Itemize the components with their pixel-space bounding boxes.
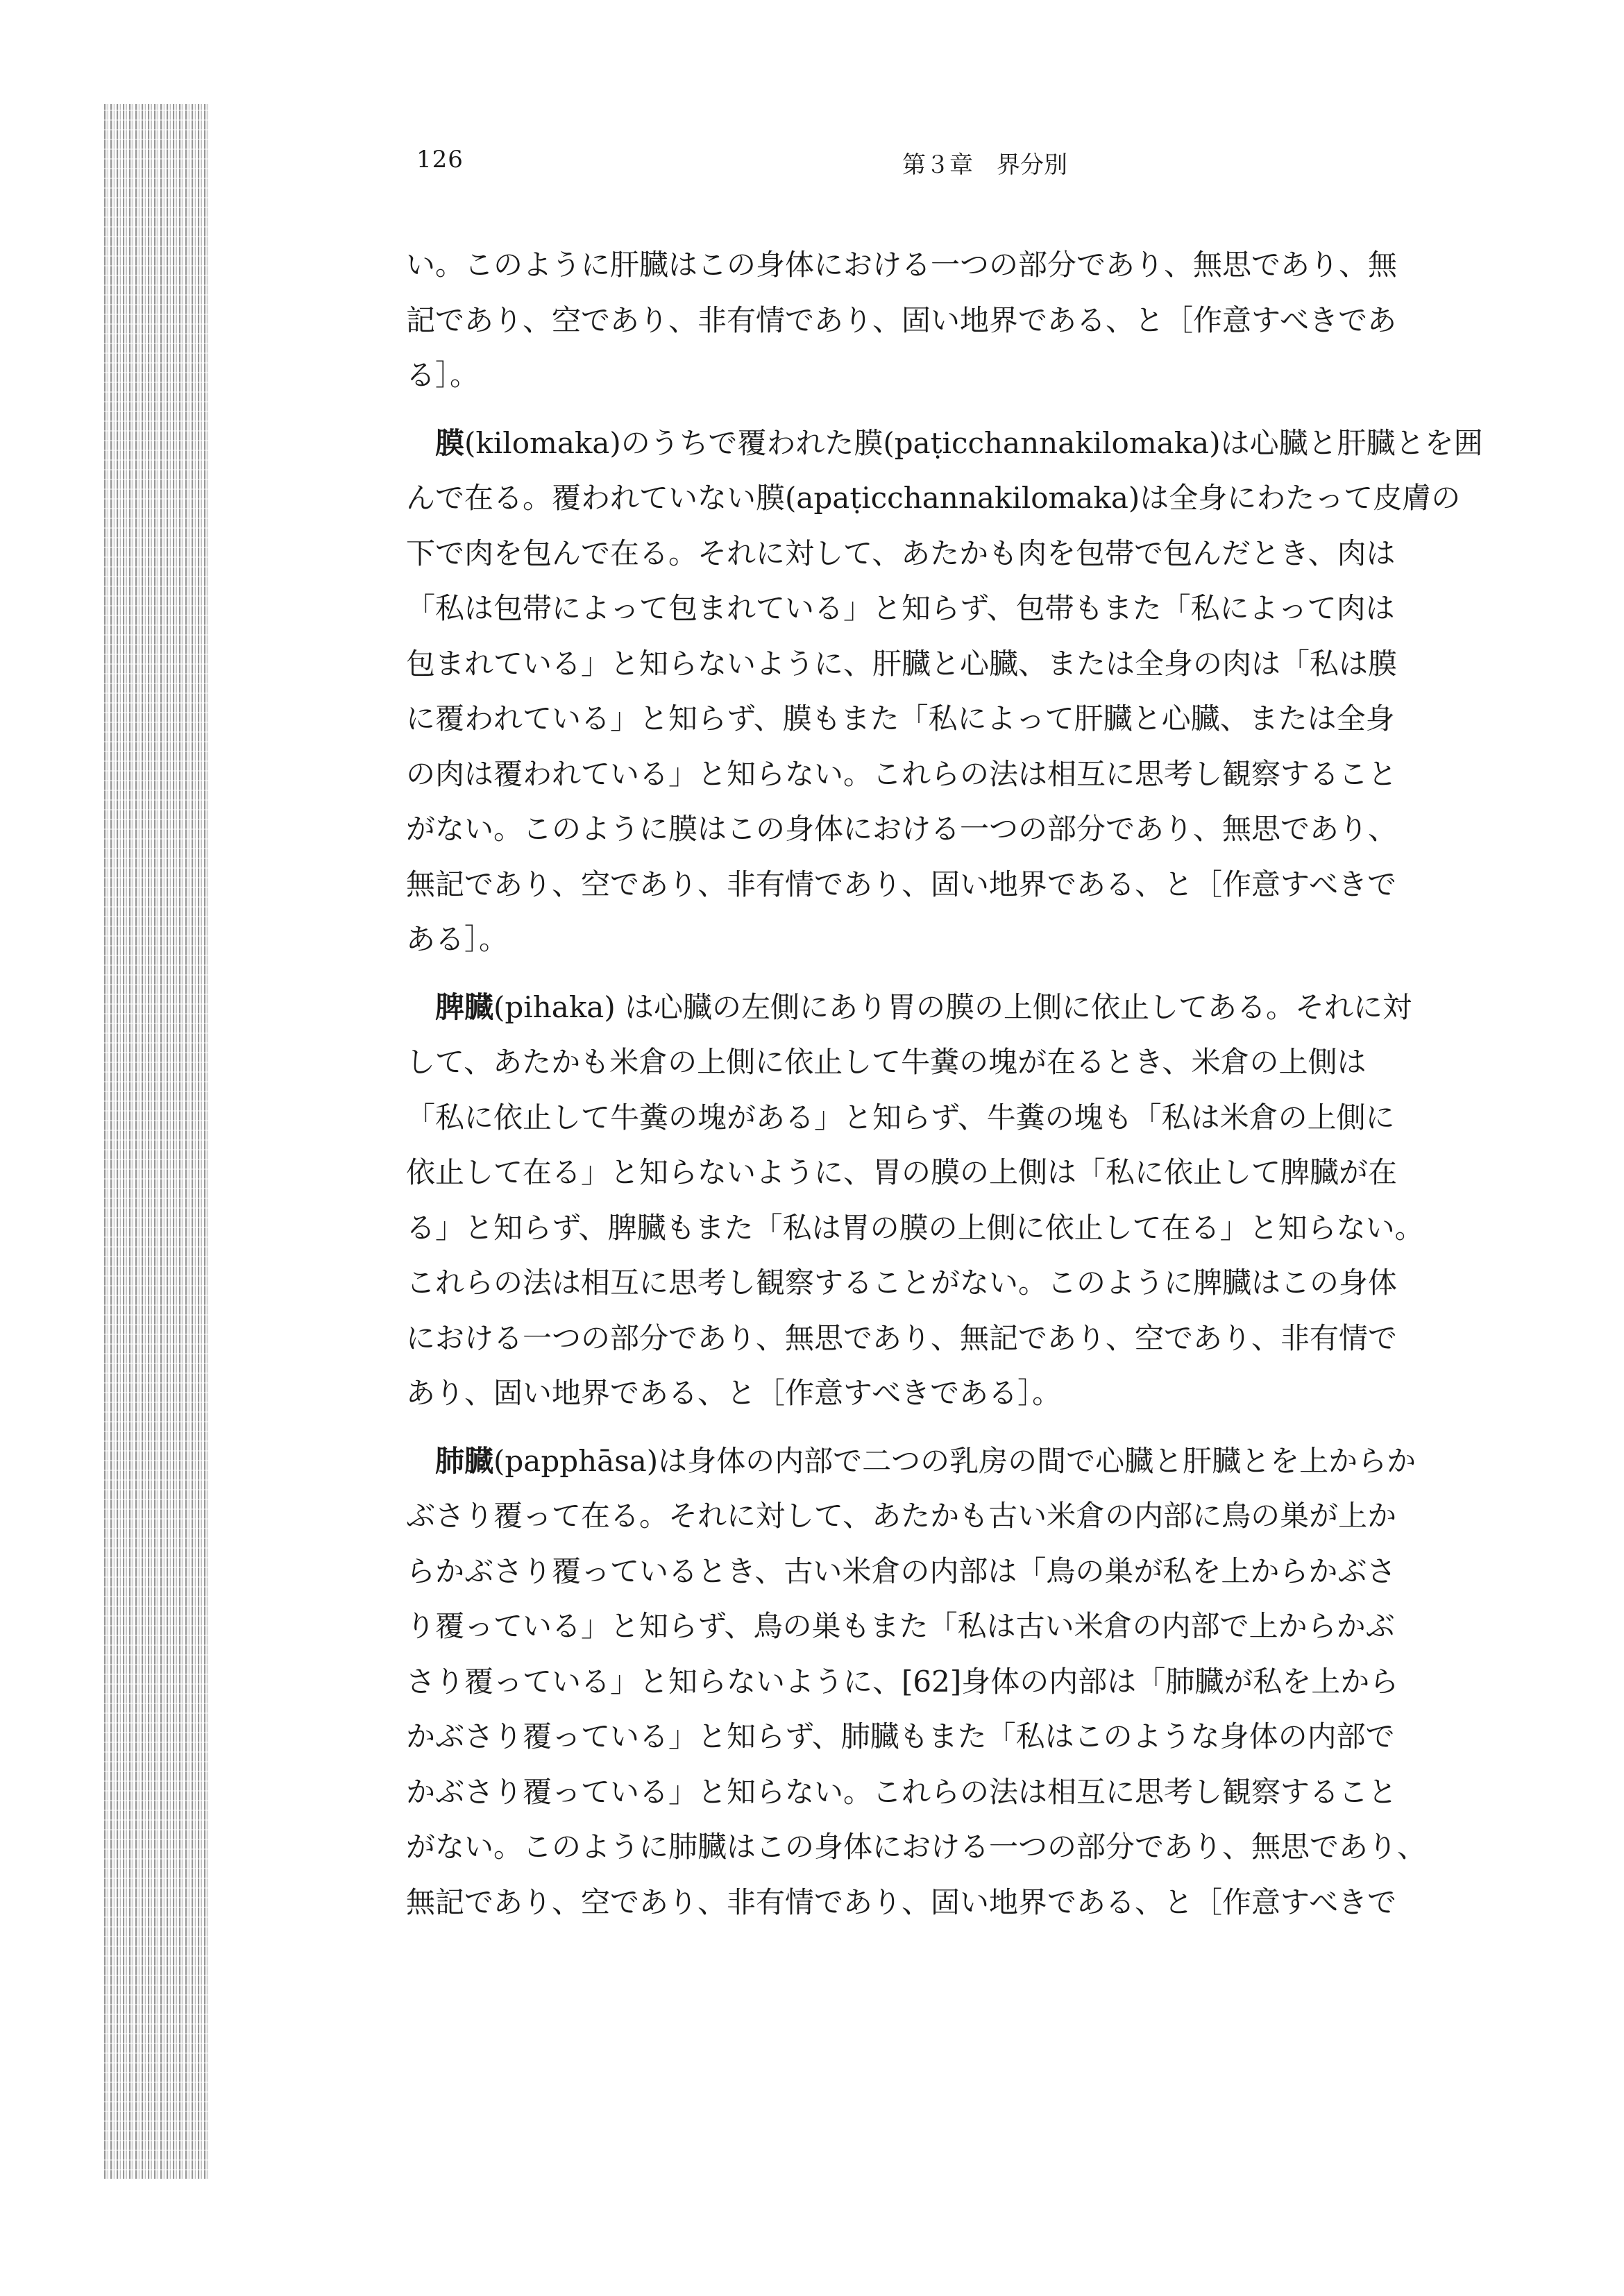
text-line: 記であり、空であり、非有情であり、固い地界である、と［作意すべきであ	[406, 303, 1397, 337]
text-line: (papphāsa)は身体の内部で二つの乳房の間で心臓と肝臓とを上からか	[493, 1443, 1416, 1478]
text-line: ある］。	[406, 922, 509, 956]
text-line: して、あたかも米倉の上側に依止して牛糞の塊が在るとき、米倉の上側は	[406, 1045, 1367, 1079]
text-line: さり覆っている」と知らないように、[62]身体の内部は「肺臓が私を上から	[406, 1664, 1399, 1699]
text-line-first	[406, 1434, 1589, 1489]
text-line-first	[406, 980, 1589, 1035]
body-text	[406, 237, 1589, 1942]
text-line: がない。このように膜はこの身体における一つの部分であり、無思であり、	[406, 812, 1398, 846]
text-line: (kilomaka)のうちで覆われた膜(paṭicchannakilomaka)は心臓と肝臓とを囲	[464, 425, 1483, 460]
text-line: (pihaka) は心臓の左側にあり胃の膜の上側に依止してある。それに対	[493, 989, 1412, 1024]
text-line: らかぶさり覆っているとき、古い米倉の内部は「鳥の巣が私を上からかぶさ	[406, 1554, 1396, 1588]
term-heading: 膜	[435, 425, 465, 460]
page-number: 126	[416, 146, 464, 173]
text-line: 依止して在る」と知らないように、胃の膜の上側は「私に依止して脾臓が在	[406, 1155, 1398, 1189]
term-heading: 肺臓	[435, 1443, 494, 1478]
text-line: 無記であり、空であり、非有情であり、固い地界である、と［作意すべきで	[406, 867, 1397, 901]
text-line: の肉は覆われている」と知らない。これらの法は相互に思考し観察すること	[406, 756, 1398, 791]
text-line: ぶさり覆って在る。それに対して、あたかも古い米倉の内部に鳥の巣が上か	[406, 1499, 1397, 1533]
text-line: 下で肉を包んで在る。それに対して、あたかも肉を包帯で包んだとき、肉は	[406, 536, 1396, 570]
scan-binding-edge	[104, 104, 208, 2179]
page-header	[416, 146, 1589, 187]
text-line: る］。	[406, 358, 480, 392]
term-heading: 脾臓	[435, 989, 494, 1024]
text-line: 「私は包帯によって包まれている」と知らず、包帯もまた「私によって肉は	[406, 591, 1395, 625]
paragraph-liver-end	[406, 237, 1589, 403]
text-line: 無記であり、空であり、非有情であり、固い地界である、と［作意すべきで	[406, 1885, 1397, 1919]
text-line: あり、固い地界である、と［作意すべきである］。	[406, 1376, 1062, 1410]
text-line: がない。このように肺臓はこの身体における一つの部分であり、無思であり、	[406, 1830, 1427, 1864]
text-line: り覆っている」と知らず、鳥の巣もまた「私は古い米倉の内部で上からかぶ	[406, 1609, 1395, 1643]
paragraph-spleen	[406, 980, 1589, 1421]
text-line-first	[406, 416, 1589, 471]
text-line: る」と知らず、脾臓もまた「私は胃の膜の上側に依止して在る」と知らない。	[406, 1210, 1424, 1245]
text-line: 包まれている」と知らないように、肝臓と心臓、または全身の肉は「私は膜	[406, 646, 1398, 681]
running-head: 第３章 界分別	[902, 151, 1067, 179]
text-line: に覆われている」と知らず、膜もまた「私によって肝臓と心臓、または全身	[406, 701, 1395, 735]
text-line: これらの法は相互に思考し観察することがない。このように脾臓はこの身体	[406, 1266, 1398, 1300]
text-line: における一つの部分であり、無思であり、無記であり、空であり、非有情で	[406, 1320, 1398, 1355]
text-line: い。このように肝臓はこの身体における一つの部分であり、無思であり、無	[406, 248, 1398, 282]
text-line: 「私に依止して牛糞の塊がある」と知らず、牛糞の塊も「私は米倉の上側に	[406, 1100, 1395, 1134]
text-line: かぶさり覆っている」と知らない。これらの法は相互に思考し観察すること	[406, 1774, 1398, 1809]
text-line: んで在る。覆われていない膜(apaṭicchannakilomaka)は全身にわたって皮膚の	[406, 481, 1461, 515]
text-line: かぶさり覆っている」と知らず、肺臓もまた「私はこのような身体の内部で	[406, 1719, 1395, 1753]
paragraph-lungs	[406, 1434, 1589, 1930]
paragraph-membrane	[406, 416, 1589, 967]
